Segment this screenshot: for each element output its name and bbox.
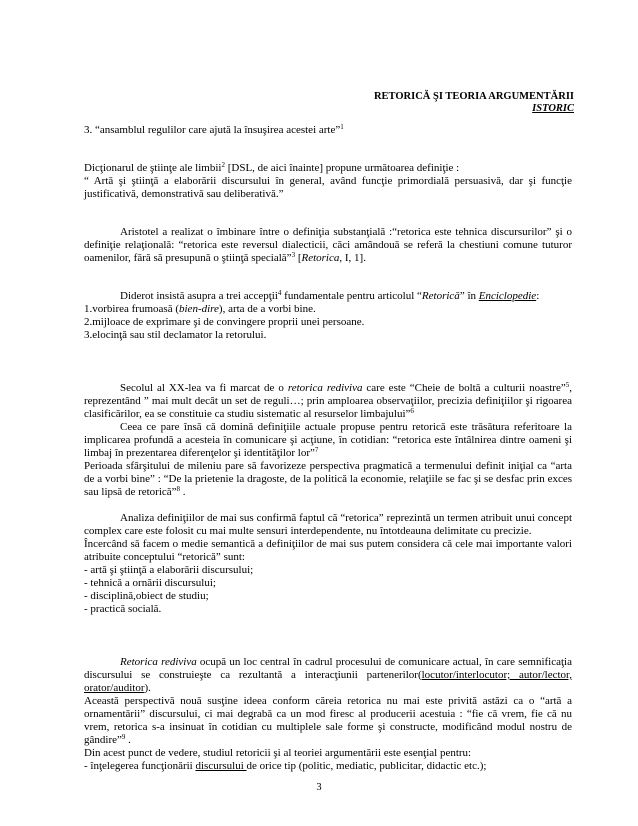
- perspectiva-paragraph: Această perspectivă nouă susţine ideea conform căreia retorica nu mai este privită astăzi ca o “artă a ornamentării” discursului, ci mai degrabă ca un mod firesc al producerii acestuia : “fie că vrem, fie că nu vrem, retorica s-a insinuat în cotidian cu multiplele sale forme şi constructe, modificând modul nostru de gândire”$^9$ .: [84, 695, 572, 746]
- ceea-paragraph: Ceea ce pare însă că domină definiţiile actuale propuse pentru retorică este trăsătura referitoare la implicarea profundă a acesteia în comunicare şi acţiune, în cotidian: “retorica este întâlnirea dintre oameni şi limbaj în prezentarea diferenţelor şi identităţilor lor”$^7$: [84, 421, 572, 459]
- list-item: 1.vorbirea frumoasă (bien-dire), arta de a vorbi bine.: [84, 303, 316, 315]
- analiza-paragraph: Analiza definiţiilor de mai sus confirmă faptul că “retorica” reprezintă un termen atribuit unui concept complex care este folosit cu mai multe sensuri interdependente, nu întotdeauna delimitate cu precizie.: [84, 512, 572, 537]
- perioada-paragraph: Perioada sfârşitului de mileniu pare să favorizeze perspectiva pragmatică a termenului definit iniţial ca “arta de a vorbi bine” : “De la prietenie la dragoste, de la politică la economie, relaţiile se fac şi se desfac prin exces sau lipsă de retorică”$^8$ .: [84, 460, 572, 498]
- din-paragraph: Din acest punct de vedere, studiul retoricii şi al teoriei argumentării este esenţial pentru:: [84, 747, 472, 759]
- footnote-ref[interactable]: 1: [340, 123, 344, 131]
- header-subtitle: ISTORIC: [532, 103, 574, 114]
- value-item: - disciplină,obiect de studiu;: [84, 590, 209, 602]
- running-header: [374, 91, 574, 115]
- aristotel-paragraph: Aristotel a realizat o îmbinare între o definiţia substanţială :“retorica este tehnica discursurilor” şi o definiţie relaţională: “retorica este reversul dialecticii, căci amândouă se referă la chestiuni comune tuturor oamenilor, fără să presupună o ştiinţă specială”$^3$ [Retorica, I, 1].: [84, 226, 572, 264]
- dsl-paragraph: Dicţionarul de ştiinţe ale limbii$^2$ [DSL, de aici înainte] propune următoarea definiţie :: [84, 161, 460, 174]
- diderot-paragraph: Diderot insistă asupra a trei accepţii$^4$ fundamentale pentru articolul “Retorică” în Enciclopedie:: [120, 289, 540, 302]
- header-title: RETORICĂ ŞI TEORIA ARGUMENTĂRII: [373, 91, 574, 102]
- list-item: - înţelegerea funcţionării discursului de orice tip (politic, mediatic, publicitar, didactic etc.);: [84, 760, 487, 772]
- page-number: 3: [316, 782, 322, 793]
- footnote-ref[interactable]: 5: [565, 381, 570, 389]
- document-body: [84, 124, 572, 773]
- footnote-ref[interactable]: 2: [221, 161, 225, 169]
- footnote-ref[interactable]: 9: [121, 733, 126, 741]
- rediviva-paragraph: Retorica rediviva ocupă un loc central în cadrul procesului de comunicare actual, în care semnificaţia discursului se construieşte ca rezultantă a interacţiunii partenerilor(locutor/interlocutor; autor/lector, orator/auditor).: [84, 656, 573, 694]
- definition-item-3: 3. “ansamblul regulilor care ajută la însuşirea acestei arte”$^1$: [84, 123, 344, 136]
- incercand-paragraph: Încercând să facem o medie semantică a definiţiilor de mai sus putem considera că cele mai importante valori atribuite conceptului “retorică” sunt:: [84, 538, 572, 563]
- footnote-ref[interactable]: 6: [410, 407, 414, 415]
- footnote-ref[interactable]: 3: [291, 251, 296, 259]
- list-item: 2.mijloace de exprimare şi de convingere proprii unei persoane.: [84, 316, 365, 328]
- value-item: - tehnică a ornării discursului;: [84, 577, 216, 589]
- dsl-quote: “ Artă şi ştiinţă a elaborării discursului în general, având funcţie primordială persuasivă, dar şi funcţie justificativă, demonstrativă sau deliberativă.”: [84, 175, 572, 200]
- secolul-paragraph: Secolul al XX-lea va fi marcat de o retorica rediviva care este “Cheie de boltă a culturii noastre”$^5$, reprezentând ” mai mult decât un set de reguli…; prin amploarea observaţiilor, precizia definiţiilor şi rigoarea clasificărilor, ea se constituie ca studiu sistematic al resurselor limbajului”$^6$: [84, 381, 572, 420]
- value-item: - artă şi ştiinţă a elaborării discursului;: [84, 564, 254, 576]
- value-item: - practică socială.: [84, 603, 162, 615]
- footnote-ref[interactable]: 8: [176, 485, 181, 493]
- footnote-ref[interactable]: 7: [314, 446, 319, 454]
- footnote-ref[interactable]: 4: [277, 289, 282, 297]
- list-item: 3.elocinţă sau stil declamator la retorului.: [84, 329, 267, 341]
